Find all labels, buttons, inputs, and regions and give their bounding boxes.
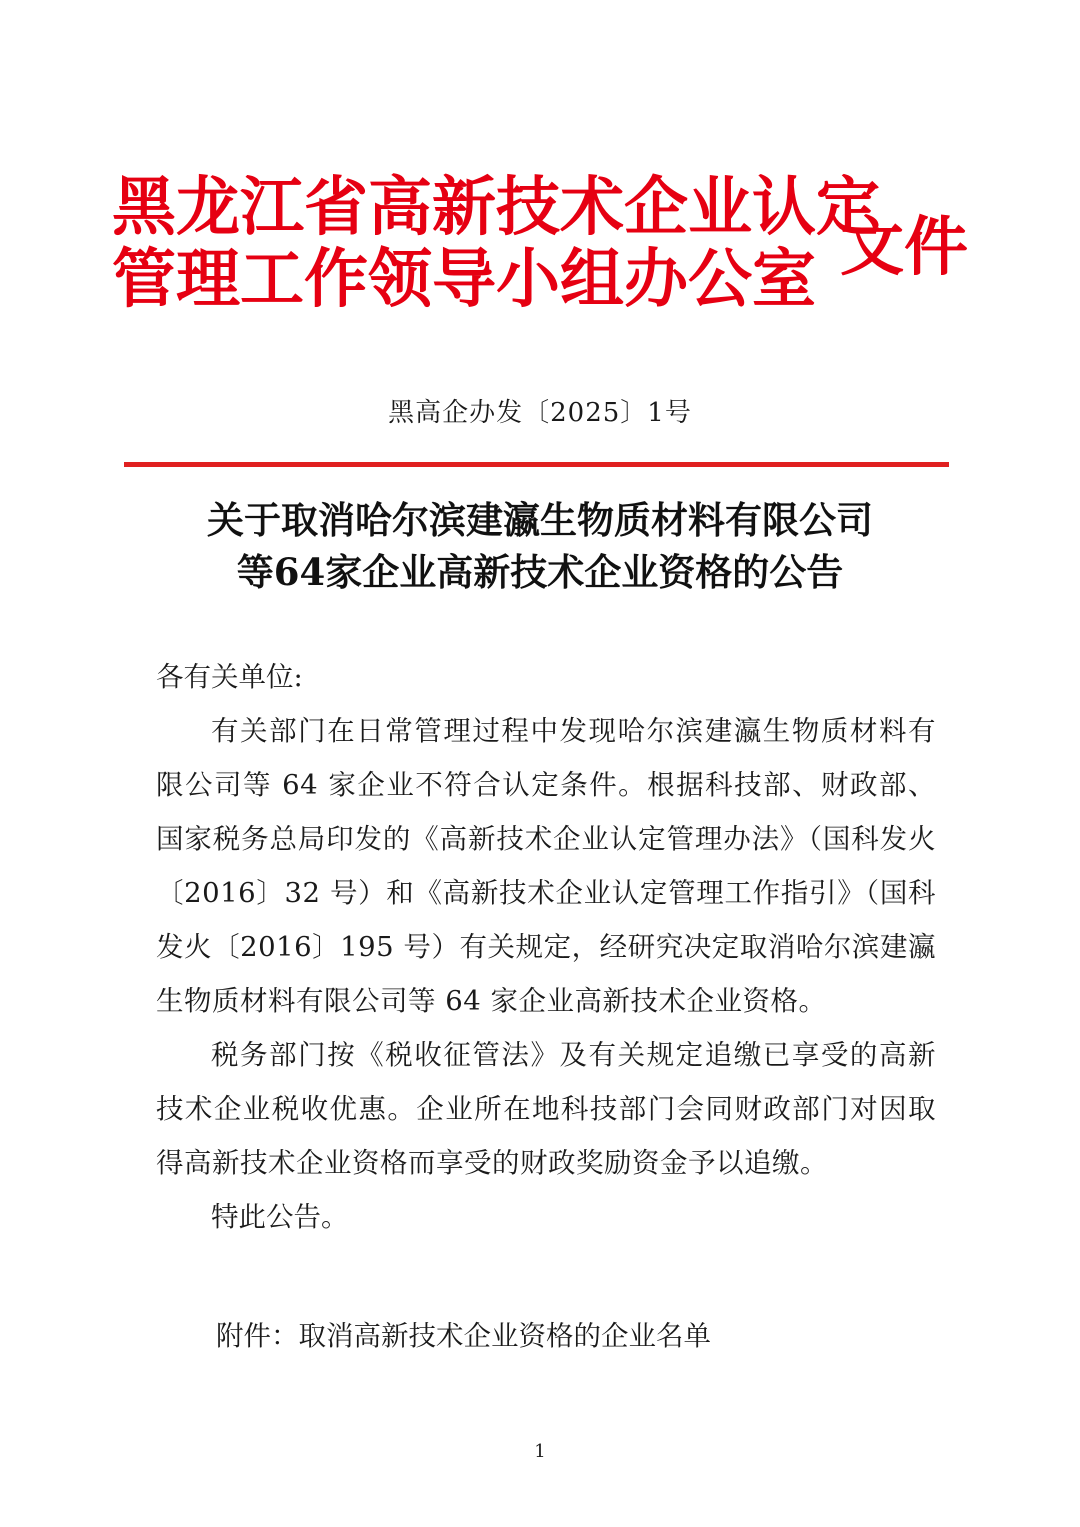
issuing-organization-line-1: 黑龙江省高新技术企业认定	[112, 171, 880, 245]
salutation: 各有关单位:	[156, 661, 303, 693]
body-paragraph-1: 有关部门在日常管理过程中发现哈尔滨建瀛生物质材料有限公司等 64 家企业不符合认定条件。根据科技部、财政部、国家税务总局印发的《高新技术企业认定管理办法》（国科发火〔2016〕32 号）和《高新技术企业认定管理工作指引》（国科发火〔2016〕195 号）有关规定，经研究决定取消哈尔滨建瀛生物质材料有限公司等 64 家企业高新技术企业资格。	[156, 715, 936, 1017]
issuing-organization	[112, 171, 880, 317]
page-number: 1	[534, 1441, 546, 1462]
red-divider-line	[124, 462, 949, 467]
issuing-organization-line-2: 管理工作领导小组办公室	[112, 243, 816, 317]
announcement-body	[156, 650, 936, 1244]
announcement-title-line-2: 等64家企业高新技术企业资格的公告	[236, 550, 844, 594]
document-type-label: 文件	[840, 211, 968, 285]
announcement-title	[0, 494, 1080, 598]
document-header	[112, 172, 972, 322]
announcement-title-line-1: 关于取消哈尔滨建瀛生物质材料有限公司	[207, 498, 873, 542]
document-number: 黑高企办发〔2025〕1号	[388, 398, 692, 428]
attachment-note: 附件：取消高新技术企业资格的企业名单	[216, 1320, 711, 1352]
body-paragraph-2: 税务部门按《税收征管法》及有关规定追缴已享受的高新技术企业税收优惠。企业所在地科技部门会同财政部门对因取得高新技术企业资格而享受的财政奖励资金予以追缴。	[156, 1039, 936, 1179]
closing-statement: 特此公告。	[211, 1201, 349, 1233]
